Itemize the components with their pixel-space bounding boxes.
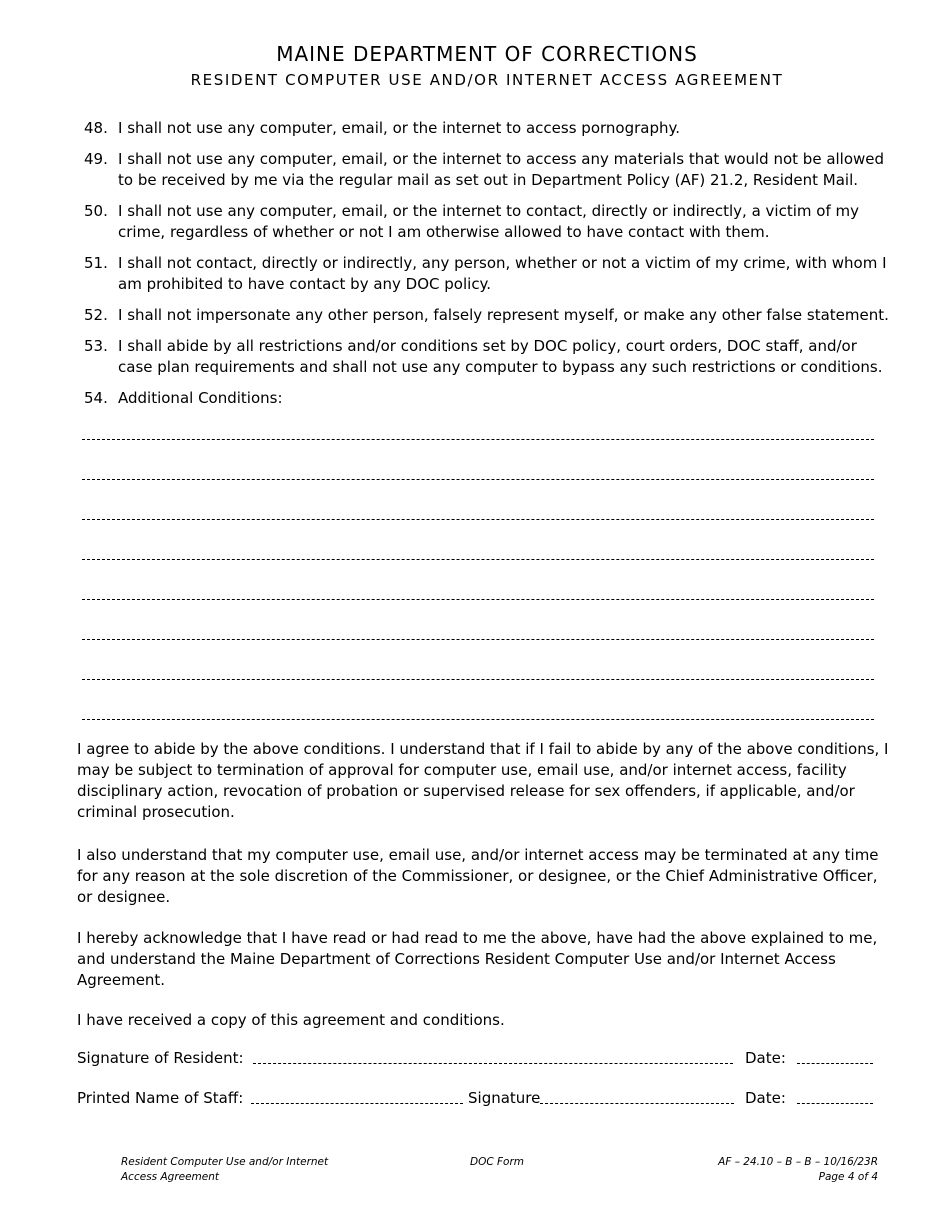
acknowledgement-paragraph: I hereby acknowledge that I have read or had read to me the above, have had the above explained to me, and understand the Maine Department of Corrections Resident Computer Use and/or Internet Access Agreement. [77,929,878,989]
additional-conditions-line-5[interactable] [82,580,874,620]
footer-doc-type: DOC Form [470,1156,525,1168]
condition-number: 49. [84,150,108,168]
staff-name-field[interactable] [251,1103,463,1104]
condition-number: 54. [84,389,108,407]
resident-date-field[interactable] [797,1063,873,1064]
condition-item [0,201,950,243]
condition-item [0,336,950,378]
staff-date-label: Date: [745,1089,786,1107]
termination-paragraph: I also understand that my computer use, email use, and/or internet access may be terminated at any time for any reason at the sole discretion of the Commissioner, or designee, or the Chief Administrative Officer, or designee. [77,846,879,906]
resident-signature-field[interactable] [253,1063,733,1064]
additional-conditions-line-3[interactable] [82,500,874,540]
additional-conditions-line-8[interactable] [82,700,874,740]
footer-form-number: AF – 24.10 – B – B – 10/16/23R Page 4 of 4 [718,1156,878,1183]
condition-item [0,149,950,191]
resident-signature-label: Signature of Resident: [77,1049,244,1067]
condition-text: I shall not use any computer, email, or the internet to contact, directly or indirectly, a victim of my crime, regardless of whether or not I am otherwise allowed to have contact with them. [118,202,859,241]
form-title: MAINE DEPARTMENT OF CORRECTIONS [276,42,698,66]
resident-date-label: Date: [745,1049,786,1067]
staff-name-label: Printed Name of Staff: [77,1089,244,1107]
agreement-paragraph: I agree to abide by the above conditions. I understand that if I fail to abide by any of the above conditions, I may be subject to termination of approval for computer use, email use, and/or internet access, facility disciplinary action, revocation of probation or supervised release for sex offenders, if applicable, and/or criminal prosecution. [77,740,889,821]
additional-conditions-line-1[interactable] [82,420,874,460]
form-subtitle: RESIDENT COMPUTER USE AND/OR INTERNET ACCESS AGREEMENT [190,71,784,89]
additional-conditions-line-6[interactable] [82,620,874,660]
condition-number: 53. [84,337,108,355]
staff-signature-label: Signature [468,1089,541,1107]
additional-conditions-line-2[interactable] [82,460,874,500]
condition-text: I shall abide by all restrictions and/or conditions set by DOC policy, court orders, DOC staff, and/or case plan requirements and shall not use any computer to bypass any such restrictions or conditions. [118,337,883,376]
additional-conditions-line-4[interactable] [82,540,874,580]
condition-number: 51. [84,254,108,272]
condition-text: I shall not impersonate any other person, falsely represent myself, or make any other false statement. [118,306,889,324]
condition-item [0,118,950,139]
condition-item [0,305,950,326]
staff-signature-field[interactable] [540,1103,734,1104]
footer-form-name: Resident Computer Use and/or Internet Access Agreement [121,1156,329,1183]
condition-text: I shall not use any computer, email, or the internet to access pornography. [118,119,680,137]
staff-signature-row [77,1089,877,1111]
additional-conditions-line-7[interactable] [82,660,874,700]
copy-received-paragraph: I have received a copy of this agreement and conditions. [77,1011,505,1029]
page-number: Page 4 of 4 [818,1171,878,1183]
condition-item [0,253,950,295]
condition-number: 48. [84,119,108,137]
condition-text: I shall not contact, directly or indirectly, any person, whether or not a victim of my crime, with whom I am prohibited to have contact by any DOC policy. [118,254,887,293]
additional-conditions-lines [82,420,874,740]
condition-number: 52. [84,306,108,324]
condition-number: 50. [84,202,108,220]
conditions-list [0,118,950,419]
resident-signature-row [77,1049,877,1071]
staff-date-field[interactable] [797,1103,873,1104]
condition-item [0,388,950,409]
condition-text: Additional Conditions: [118,389,283,407]
condition-text: I shall not use any computer, email, or the internet to access any materials that would not be allowed to be received by me via the regular mail as set out in Department Policy (AF) 21.2, Resident Mail. [118,150,885,189]
